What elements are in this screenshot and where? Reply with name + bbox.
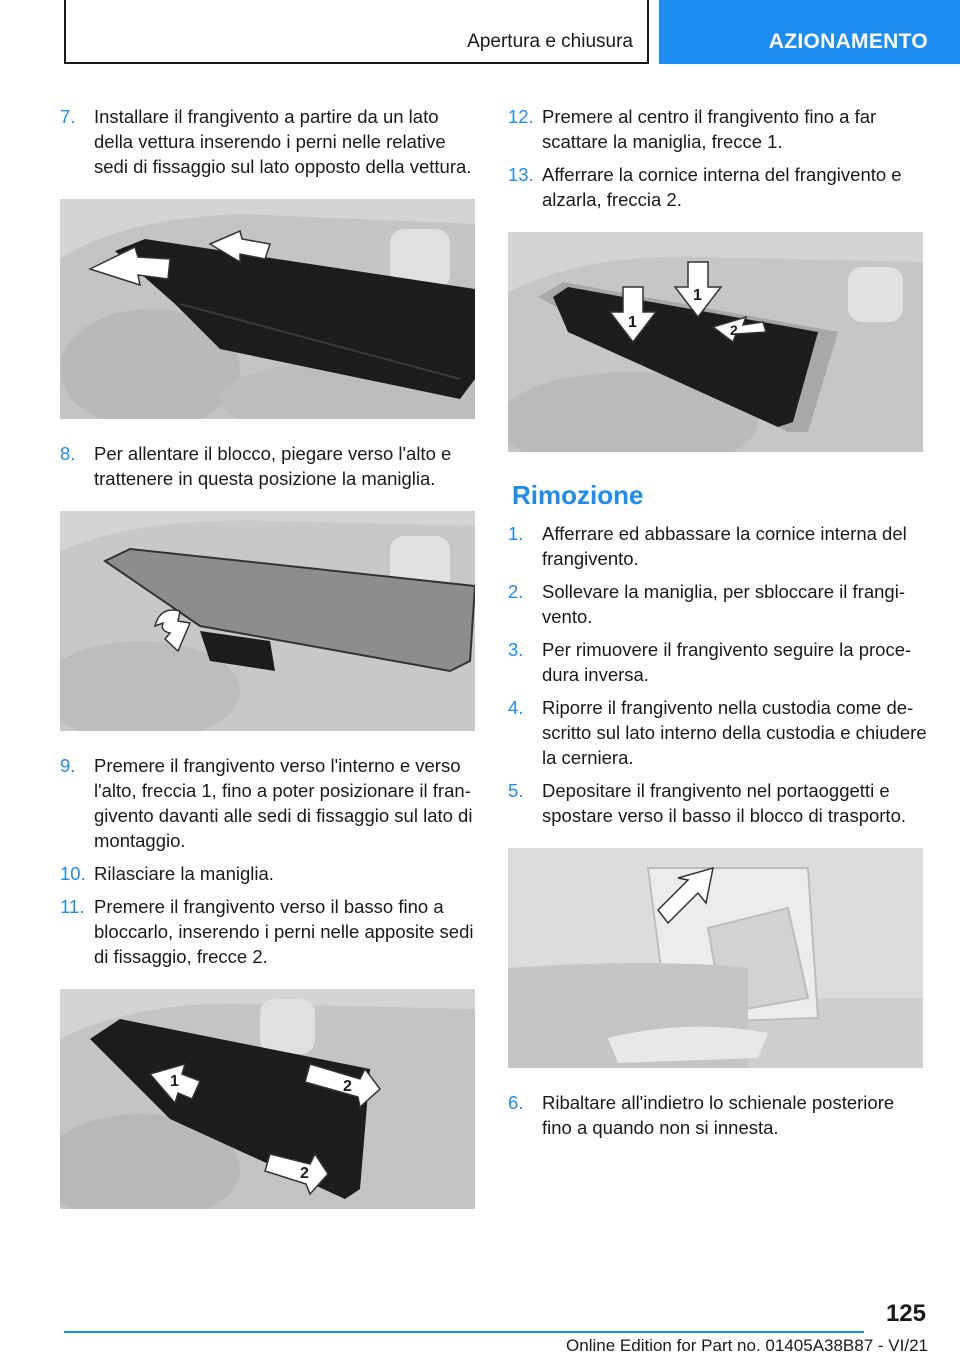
header-chapter-tab bbox=[659, 0, 960, 64]
step-number: 5. bbox=[508, 780, 524, 801]
step-list-a bbox=[508, 104, 928, 212]
step-list-b bbox=[508, 521, 928, 828]
step-item bbox=[508, 637, 928, 687]
step-number: 11. bbox=[60, 896, 85, 917]
figure-arrow-label: 1 bbox=[170, 1073, 179, 1090]
step-list-b bbox=[60, 441, 480, 491]
header-chapter-title: AZIONAMENTO bbox=[768, 30, 928, 53]
figure-windbreaker-press-down bbox=[60, 989, 475, 1209]
step-number: 8. bbox=[60, 443, 76, 464]
step-text: Depositare il frangivento nel portaoggetti e spostare verso il basso il blocco di trasporto. bbox=[542, 780, 907, 826]
step-text: Rilasciare la maniglia. bbox=[94, 863, 274, 884]
figure-arrow-label: 1 bbox=[693, 287, 702, 304]
step-item bbox=[60, 861, 480, 886]
figure-windbreaker-install bbox=[60, 199, 475, 419]
figure-windbreaker-release bbox=[508, 232, 923, 452]
step-number: 6. bbox=[508, 1092, 524, 1113]
step-number: 2. bbox=[508, 581, 524, 602]
step-item bbox=[508, 521, 928, 571]
step-text: Premere al centro il frangivento fino a far scattare la maniglia, frecce 1. bbox=[542, 106, 877, 152]
step-item bbox=[508, 1090, 928, 1140]
step-number: 12. bbox=[508, 106, 534, 127]
header-section-title: Apertura e chiusura bbox=[467, 31, 633, 52]
step-item bbox=[60, 753, 480, 853]
step-item bbox=[60, 441, 480, 491]
right-column bbox=[508, 104, 928, 1148]
step-item bbox=[508, 579, 928, 629]
step-number: 13. bbox=[508, 164, 534, 185]
step-number: 1. bbox=[508, 523, 524, 544]
step-number: 9. bbox=[60, 755, 76, 776]
step-list-a bbox=[60, 104, 480, 179]
step-text: Afferrare ed abbassare la cornice interna del frangivento. bbox=[542, 523, 907, 569]
step-text: Sollevare la maniglia, per sbloccare il frangivento. bbox=[542, 581, 905, 627]
step-item bbox=[508, 104, 928, 154]
figure-trunk-storage bbox=[508, 848, 923, 1068]
figure-arrow-label: 1 bbox=[628, 314, 637, 331]
page-number: 125 bbox=[885, 1300, 926, 1327]
figure-arrow-label: 2 bbox=[730, 322, 738, 338]
step-list-c bbox=[508, 1090, 928, 1140]
step-text: Afferrare la cornice interna del frangivento e alzarla, freccia 2. bbox=[542, 164, 902, 210]
figure-windbreaker-handle bbox=[60, 511, 475, 731]
step-number: 7. bbox=[60, 106, 76, 127]
step-number: 4. bbox=[508, 697, 524, 718]
step-text: Premere il frangivento verso il basso fino a bloccarlo, inserendo i perni nelle apposite sedi di fissaggio, frecce 2. bbox=[94, 896, 474, 967]
step-number: 3. bbox=[508, 639, 524, 660]
step-item bbox=[60, 104, 480, 179]
step-text: Ribaltare all'indietro lo schienale posteriore fino a quando non si innesta. bbox=[542, 1092, 895, 1138]
step-text: Premere il frangivento verso l'interno e verso l'alto, freccia 1, fino a poter posizionare il frangivento davanti alle sedi di fissaggio sul lato di montaggio. bbox=[94, 755, 473, 851]
header-section-box bbox=[64, 0, 649, 64]
left-column bbox=[60, 104, 480, 1231]
step-item bbox=[60, 894, 480, 969]
figure-arrow-label: 2 bbox=[300, 1165, 309, 1182]
step-text: Installare il frangivento a partire da un lato della vettura inserendo i perni nelle relative sedi di fissaggio sul lato opposto della vettura. bbox=[94, 106, 472, 177]
footer-edition: Online Edition for Part no. 01405A38B87 - VI/21 bbox=[566, 1336, 928, 1355]
step-item bbox=[508, 778, 928, 828]
step-text: Per rimuovere il frangivento seguire la procedura inversa. bbox=[542, 639, 912, 685]
step-text: Riporre il frangivento nella custodia come descritto sul lato interno della custodia e chiudere la cerniera. bbox=[542, 697, 927, 768]
step-list-c bbox=[60, 753, 480, 969]
step-number: 10. bbox=[60, 863, 86, 884]
section-title: Rimozione bbox=[512, 480, 644, 510]
step-item bbox=[508, 695, 928, 770]
step-item bbox=[508, 162, 928, 212]
step-text: Per allentare il blocco, piegare verso l'alto e trattenere in questa posizione la maniglia. bbox=[94, 443, 452, 489]
figure-arrow-label: 2 bbox=[343, 1078, 352, 1095]
footer-divider bbox=[64, 1331, 864, 1333]
